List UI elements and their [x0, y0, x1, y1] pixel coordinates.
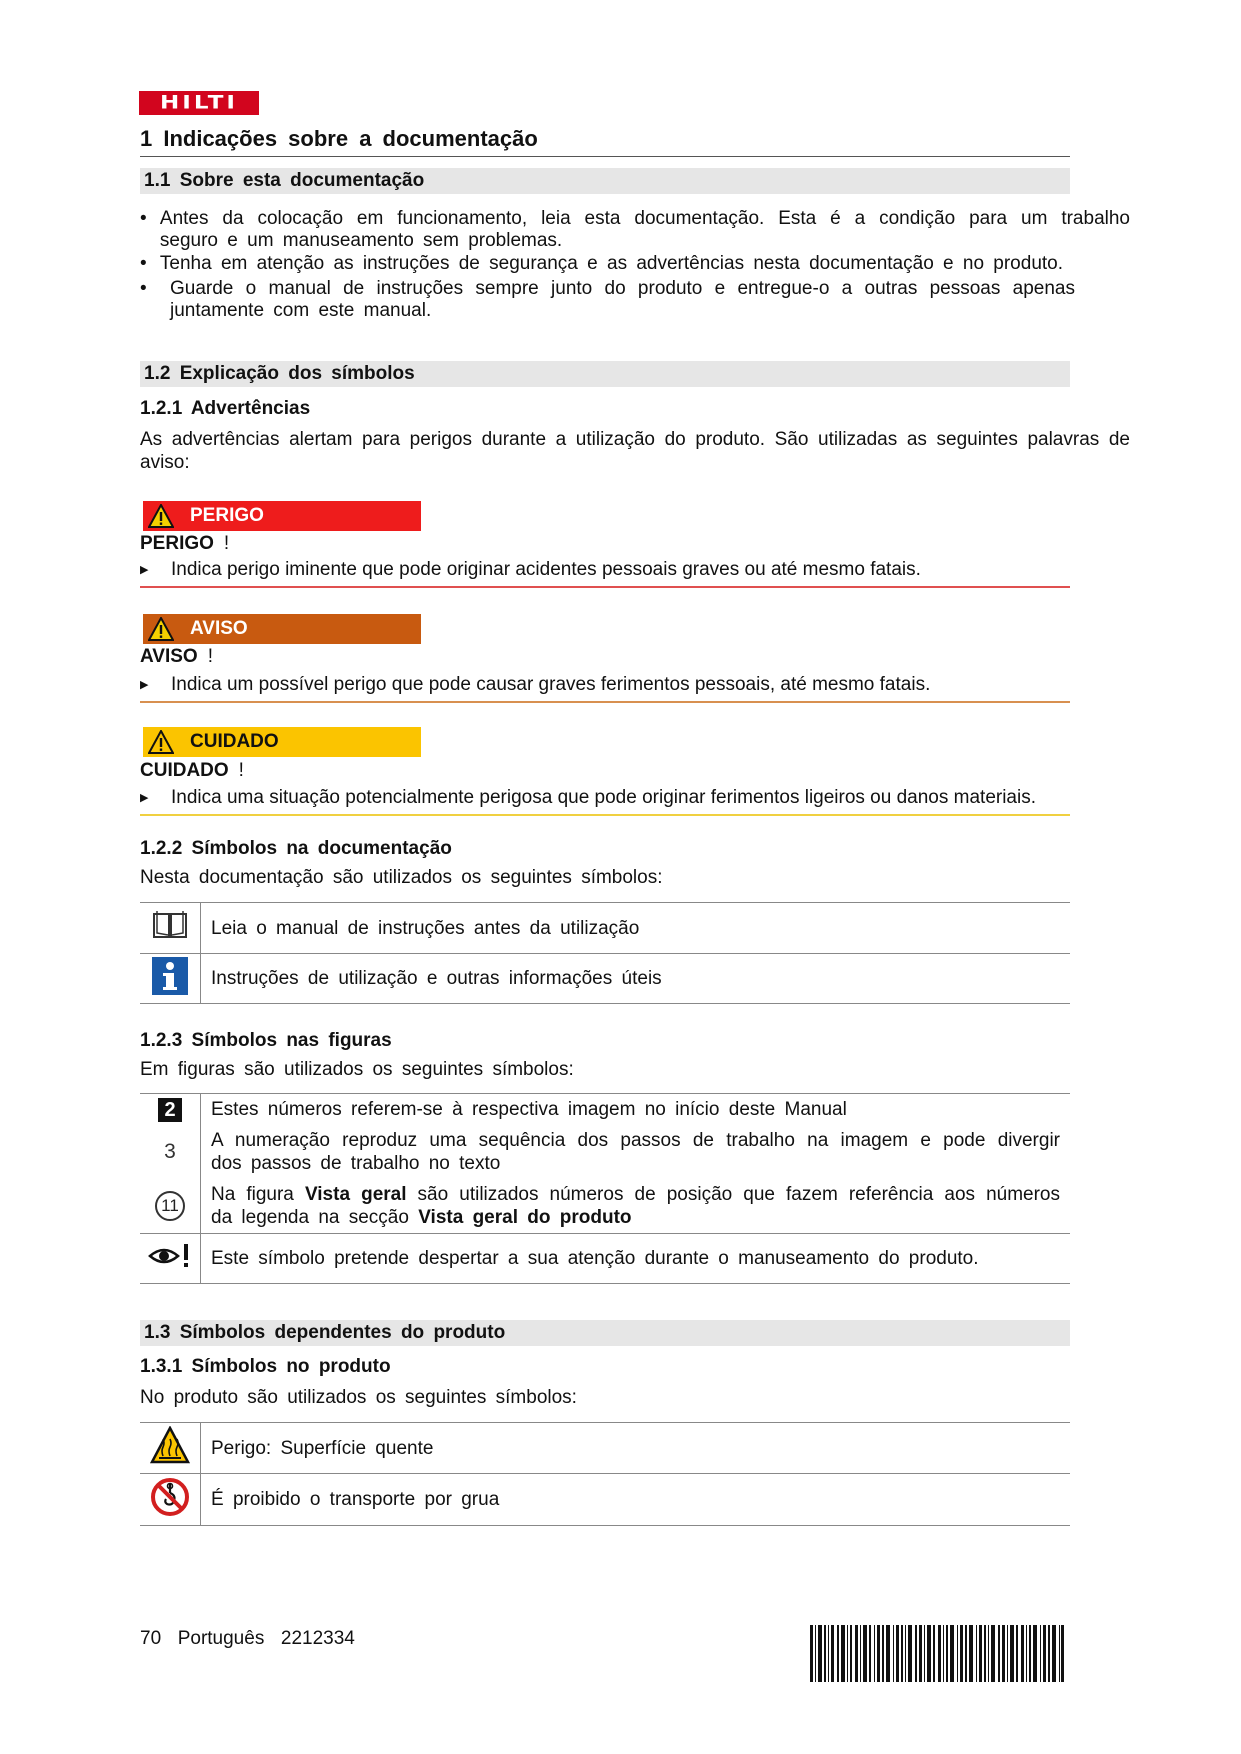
table-row: Perigo: Superfície quente [140, 1423, 1070, 1474]
chapter-title: 1 Indicações sobre a documentação [140, 126, 1070, 157]
section-1-3-title: 1.3 Símbolos dependentes do produto [140, 1320, 1070, 1346]
table-row: 3 A numeração reproduz uma sequência dos passos de trabalho na imagem e pode divergir dos passos de trabalho no texto [140, 1125, 1070, 1179]
caution-title: CUIDADO ! [140, 760, 244, 781]
warnings-intro: As advertências alertam para perigos durante a utilização do produto. São utilizadas as seguintes palavras de aviso: [140, 429, 1130, 473]
hilti-logo: HILTI [139, 91, 259, 115]
page-number: 70 [140, 1628, 162, 1649]
table-row: É proibido o transporte por grua [140, 1474, 1070, 1526]
subsection-1-2-3-title: 1.2.3 Símbolos nas figuras [140, 1030, 392, 1051]
warning-triangle-icon [148, 504, 174, 528]
figure-number-badge: 2 [158, 1098, 182, 1122]
section-1-1-title: 1.1 Sobre esta documentação [140, 168, 1070, 194]
figure-symbols-table [140, 1093, 1070, 1284]
figure-symbols-intro: Em figuras são utilizados os seguintes símbolos: [140, 1059, 574, 1080]
page-footer [140, 1628, 355, 1650]
step-number: 3 [140, 1125, 201, 1179]
doc-symbols-table [140, 902, 1070, 1004]
footer-language: Português [177, 1628, 265, 1649]
danger-title: PERIGO ! [140, 533, 230, 554]
eye-attention-icon [148, 1242, 192, 1270]
warning-banner: AVISO [143, 614, 421, 644]
caution-text: ▶ Indica uma situação potencialmente perigosa que pode originar ferimentos ligeiros ou danos materiais. [140, 787, 1070, 816]
list-item: • Antes da colocação em funcionamento, leia esta documentação. Esta é a condição para um trabalho seguro e um manuseamento sem problemas. [140, 208, 1130, 251]
no-crane-icon [150, 1477, 190, 1517]
hot-surface-icon [150, 1426, 190, 1464]
danger-banner: PERIGO [143, 501, 421, 531]
section-1-2-title: 1.2 Explicação dos símbolos [140, 361, 1070, 387]
product-symbols-intro: No produto são utilizados os seguintes símbolos: [140, 1387, 577, 1408]
warning-triangle-icon [148, 730, 174, 754]
doc-symbols-intro: Nesta documentação são utilizados os seguintes símbolos: [140, 867, 663, 888]
table-row: Leia o manual de instruções antes da utilização [140, 903, 1070, 954]
subsection-1-3-1-title: 1.3.1 Símbolos no produto [140, 1356, 391, 1377]
table-row: 11 Na figura Vista geral são utilizados números de posição que fazem referência aos números da legenda na secção Vista geral do produto [140, 1179, 1070, 1234]
product-symbols-table [140, 1422, 1070, 1526]
warning-triangle-icon [148, 617, 174, 641]
table-row: Este símbolo pretende despertar a sua atenção durante o manuseamento do produto. [140, 1234, 1070, 1284]
book-icon [151, 909, 189, 941]
barcode-icon [810, 1625, 1064, 1682]
danger-text: ▶ Indica perigo iminente que pode originar acidentes pessoais graves ou até mesmo fatais. [140, 559, 1070, 588]
position-number-circle: 11 [155, 1191, 185, 1221]
warning-title: AVISO ! [140, 646, 213, 667]
subsection-1-2-1-title: 1.2.1 Advertências [140, 398, 311, 419]
list-item: • Guarde o manual de instruções sempre junto do produto e entregue-o a outras pessoas apenas juntamente com este manual. [140, 278, 1075, 321]
table-row: Instruções de utilização e outras informações úteis [140, 954, 1070, 1004]
list-item: • Tenha em atenção as instruções de segurança e as advertências nesta documentação e no produto. [140, 253, 1064, 274]
caution-banner: CUIDADO [143, 727, 421, 757]
info-icon [151, 956, 189, 996]
warning-text: ▶ Indica um possível perigo que pode causar graves ferimentos pessoais, até mesmo fatais. [140, 674, 1070, 703]
bullet-list [140, 208, 1130, 322]
document-number: 2212334 [280, 1628, 355, 1649]
subsection-1-2-2-title: 1.2.2 Símbolos na documentação [140, 838, 452, 859]
table-row: 2 Estes números referem-se à respectiva imagem no início deste Manual [140, 1094, 1070, 1126]
